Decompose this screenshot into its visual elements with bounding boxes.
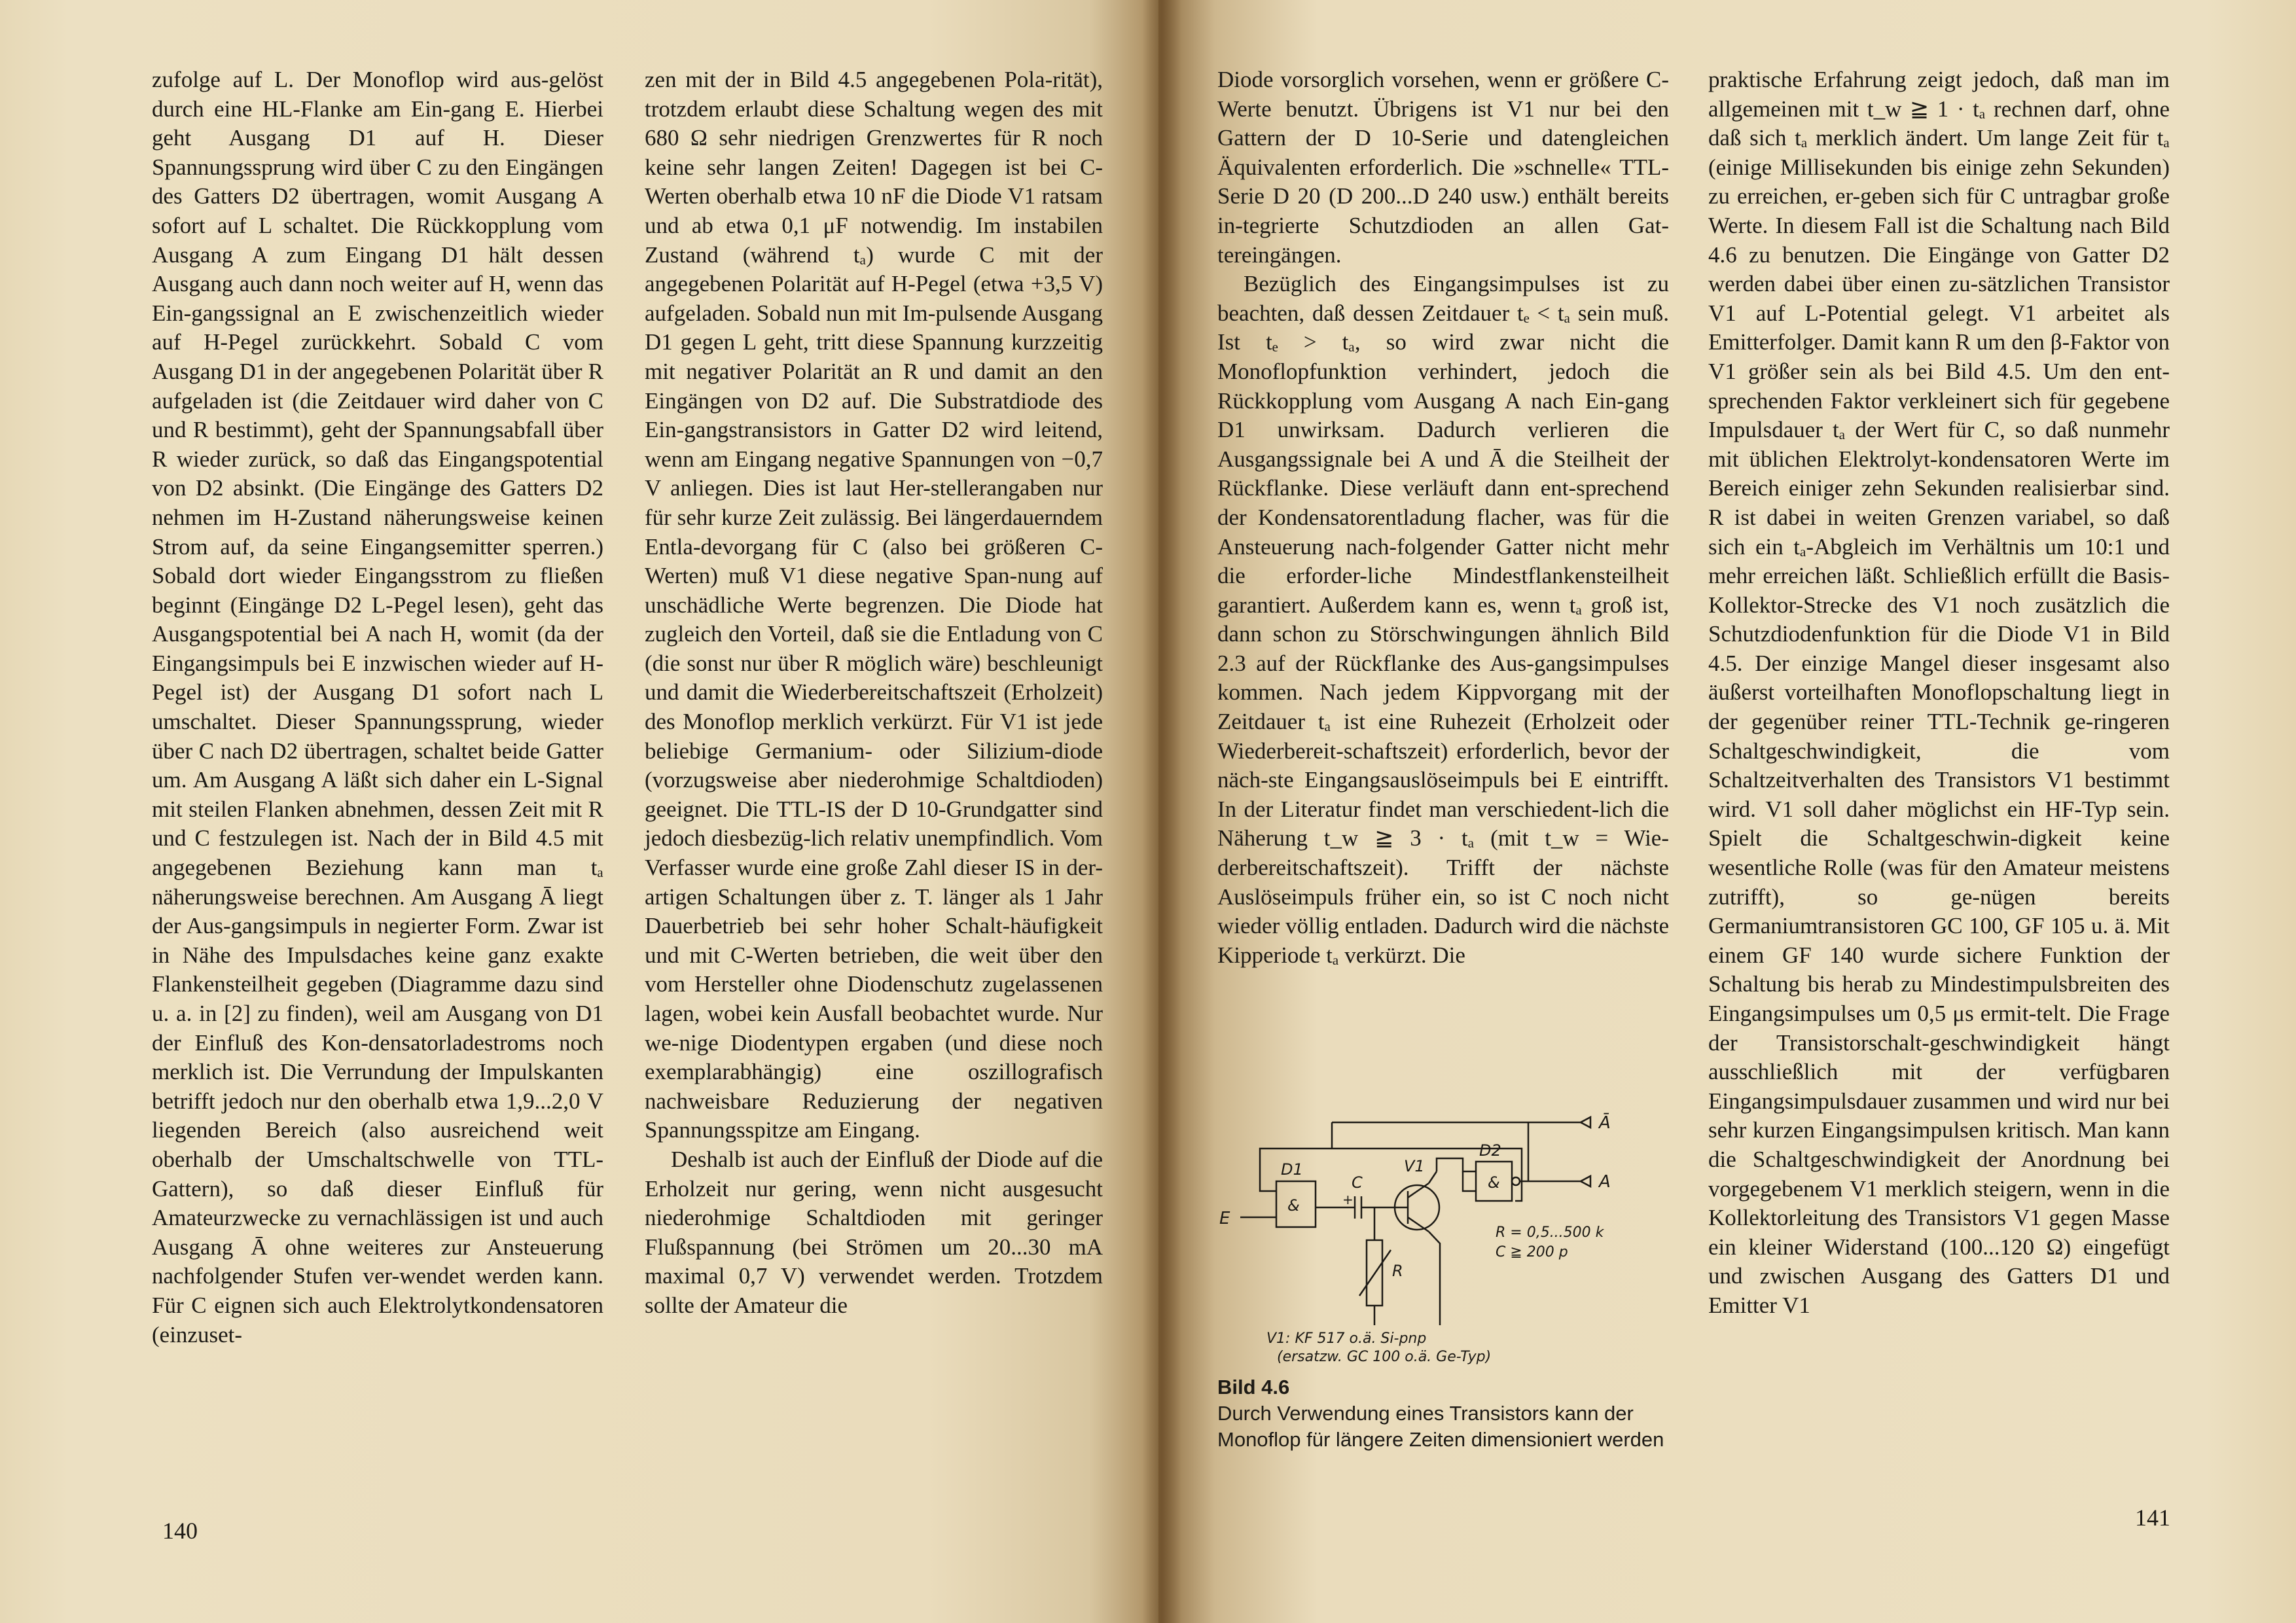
page-number-right: 141	[2135, 1505, 2170, 1531]
paragraph: Deshalb ist auch der Einfluß der Diode auf die Erholzeit nur gering, wenn nicht ausgesucht niederohmige Schaltdioden mit geringer Flußspannung (bei Strömen um 20...30 mA maximal 0,7 V) verwendet werden. Trotzdem sollte der Amateur die	[645, 1146, 1103, 1318]
gate-d1-symbol: &	[1287, 1196, 1300, 1215]
label-a: A	[1599, 1172, 1611, 1192]
output-arrow-a	[1581, 1176, 1590, 1186]
wire-collector-ground	[1429, 1232, 1440, 1325]
spec-c: C ≧ 200 p	[1496, 1244, 1568, 1260]
caption-text: Durch Verwendung eines Transistors kann der Monoflop für längere Zeiten dimensioniert werden	[1217, 1402, 1664, 1451]
label-a-bar: Ā	[1599, 1113, 1611, 1133]
label-plus: +	[1342, 1192, 1354, 1207]
wire-emitter	[1429, 1171, 1437, 1183]
note-substitute: (ersatzw. GC 100 o.ä. Ge-Typ)	[1277, 1349, 1492, 1365]
page-number-left: 140	[162, 1518, 198, 1544]
output-arrow-a-bar	[1581, 1117, 1590, 1128]
resistor-adjust-arrow	[1359, 1250, 1391, 1296]
paragraph: zufolge auf L. Der Monoflop wird aus-gelöst durch eine HL-Flanke am Ein-gang E. Hierbei geht Ausgang D1 auf H. Dieser Spannungssprung wird über C zu den Eingängen des Gatters D2 übertragen, womit Ausgang A sofort auf L schaltet. Die Rückkopplung vom Ausgang A zum Eingang D1 hält dessen Ausgang auch dann noch weiter auf H, wenn das Ein-gangssignal an E zwischenzeitlich wieder auf H-Pegel zurückkehrt. Sobald C vom Ausgang D1 in der angegebenen Polarität über R aufgeladen ist (die Zeitdauer wird daher von C und R bestimmt), geht der Spannungsabfall über R wieder zurück, so daß das Eingangspotential von D2 absinkt. (Die Eingänge des Gatters D2 nehmen im H-Zustand näherungsweise keinen Strom auf, da seine Eingangsemitter sperren.) Sobald dort wieder Eingangsstrom zu fließen beginnt (Eingänge D2 L-Pegel lesen), geht das Ausgangspotential bei A nach H, womit (da der Eingangsimpuls bei E inzwischen wieder auf H-Pegel ist) der Ausgang D1 sofort nach L umschaltet. Dieser Spannungssprung, wieder über C nach D2 übertragen, schaltet beide Gatter um. Am Ausgang A läßt sich daher ein L-Signal mit steilen Flanken abnehmen, dessen Zeit mit R und C festzulegen ist. Nach der in Bild 4.5 mit angegebenen Beziehung kann man tₐ näherungsweise berechnen. Am Ausgang Ā liegt der Aus-gangsimpuls in negierter Form. Zwar ist in Nähe des Impulsdaches keine ganz exakte Flankensteilheit gegeben (Diagramme dazu sind u. a. in [2] zu finden), weil am Ausgang von D1 der Einfluß des Kon-densatorladestroms noch merklich ist. Die Verrundung der Impulskanten betrifft jedoch nur den oberhalb etwa 1,9...2,0 V liegenden Bereich (also ausreichend weit oberhalb der Umschaltschwelle von TTL-Gattern), so daß dieser Einfluß für Amateurzwecke zu vernachlässigen ist und auch Ausgang Ā ohne weiteres zur Ansteuerung nachfolgender Stufen ver-wendet werden kann. Für C eignen sich auch Elektrolytkondensatoren (einzuset-	[152, 67, 603, 1347]
paragraph: Diode vorsorglich vorsehen, wenn er größere C-Werte benutzt. Übrigens ist V1 nur bei den Gattern der D 10-Serie und datengleichen Äquivalenten erforderlich. Die »schnelle« TTL-Serie D 20 (D 200...D 240 usw.) enthält bereits in-tegrierte Schutzdioden an allen Gat-tereingängen.	[1217, 67, 1669, 268]
spec-r: R = 0,5...500 k	[1496, 1224, 1604, 1241]
left-column-1	[152, 65, 603, 1349]
label-d1: D1	[1281, 1160, 1303, 1179]
left-column-2	[645, 65, 1103, 1321]
book-gutter	[1142, 0, 1181, 1623]
wire-d2-inputs	[1463, 1171, 1476, 1191]
paragraph: Bezüglich des Eingangsimpulses ist zu beachten, daß dessen Zeitdauer tₑ < tₐ sein muß. Ist tₑ > tₐ, so wird zwar nicht die Monoflopfunktion verhindert, jedoch die Rückkopplung vom Ausgang A nach Ein-gang D1 unwirksam. Dadurch verlieren die Ausgangssignale bei A und Ā die Steilheit der Rückflanke. Diese verläuft dann ent-sprechend der Kondensatorentladung flacher, was für die Ansteuerung nach-folgender Gatter nicht mehr die erforder-liche Mindestflankensteilheit garantiert. Außerdem kann es, wenn tₐ groß ist, dann schon zu Störschwingungen ähnlich Bild 2.3 auf der Rückflanke des Aus-gangsimpulses kommen. Nach jedem Kippvorgang mit der Zeitdauer tₐ ist eine Ruhezeit (Erholzeit oder Wiederbereit-schaftszeit) erforderlich, bevor der näch-ste Eingangsauslöseimpuls bei E eintrifft. In der Literatur findet man verschiedent-lich die Näherung t_w ≧ 3 · tₐ (mit t_w = Wie-derbereitschaftszeit). Trifft der nächste Auslöseimpuls früher ein, so ist C noch nicht wieder völlig entladen. Dadurch wird die nächste Kipperiode tₐ verkürzt. Die	[1217, 271, 1669, 968]
label-v1: V1	[1404, 1157, 1425, 1175]
label-r: R	[1392, 1262, 1403, 1280]
label-c: C	[1352, 1173, 1363, 1192]
label-e: E	[1219, 1209, 1230, 1228]
gate-d2-symbol: &	[1488, 1173, 1500, 1192]
gate-d2-inverter	[1512, 1177, 1520, 1185]
circuit-schematic	[1214, 1099, 1672, 1387]
caption-label: Bild 4.6	[1217, 1376, 1290, 1399]
label-d2: D2	[1479, 1141, 1501, 1160]
paragraph: zen mit der in Bild 4.5 angegebenen Pola-rität), trotzdem erlaubt diese Schaltung wegen des mit 680 Ω sehr niedrigen Grenzwertes für R noch keine sehr langen Zeiten! Dagegen ist bei C-Werten oberhalb etwa 10 nF die Diode V1 ratsam und ab etwa 0,1 μF notwendig. Im instabilen Zustand (während tₐ) wurde C mit der angegebenen Polarität auf H-Pegel (etwa +3,5 V) aufgeladen. Sobald nun mit Im-pulsende Ausgang D1 gegen L geht, tritt diese Spannung kurzzeitig mit negativer Polarität an R und damit an den Eingängen von D2 auf. Die Substratdiode des Ein-gangstransistors in Gatter D2 wird leitend, wenn am Eingang negative Spannungen von −0,7 V anliegen. Dies ist laut Her-stellerangaben nur für sehr kurze Zeit zulässig. Bei längerdauerndem Entla-devorgang für C (also bei größeren C-Werten) muß V1 diese negative Span-nung auf unschädliche Werte begrenzen. Die Diode hat zugleich den Vorteil, daß sie die Entladung von C (die sonst nur über R möglich wäre) beschleunigt und damit die Wiederbereitschaftszeit (Erholzeit) des Monoflop merklich verkürzt. Für V1 ist jede beliebige Germanium- oder Silizium-diode (vorzugsweise aber niederohmige Schaltdioden) geeignet. Die TTL-IS der D 10-Grundgatter sind jedoch diesbezüg-lich relativ unempfindlich. Vom Verfasser wurde eine große Zahl dieser IS in der-artigen Schaltungen über z. T. länger als 1 Jahr Dauerbetrieb bei sehr hoher Schalt-häufigkeit und mit C-Werten betrieben, die weit über den vom Hersteller ohne Diodenschutz zugelassenen lagen, wobei kein Ausfall beobachtet wurde. Nur we-nige Diodentypen ergaben (und diese noch exemplarabhängig) eine oszillografisch nachweisbare Reduzierung der negativen Spannungsspitze am Eingang.	[645, 67, 1103, 1143]
circuit-diagram	[1214, 1099, 1672, 1387]
note-transistor: V1: KF 517 o.ä. Si-pnp	[1266, 1330, 1427, 1347]
wire-emitter-d2	[1437, 1158, 1476, 1171]
figure-caption	[1217, 1374, 1676, 1453]
paragraph: praktische Erfahrung zeigt jedoch, daß man im allgemeinen mit t_w ≧ 1 · tₐ rechnen darf, ohne daß sich tₐ merklich ändert. Um lange Zeit für tₐ (einige Millisekunden bis einige zehn Sekunden) zu erreichen, er-geben sich für C untragbar große Werte. In diesem Fall ist die Schaltung nach Bild 4.6 zu benutzen. Die Eingänge von Gatter D2 werden dabei über einen zu-sätzlichen Transistor V1 auf L-Potential gelegt. V1 arbeitet als Emitterfolger. Damit kann R um den β-Faktor von V1 größer sein als bei Bild 4.5. Um den ent-sprechenden Faktor verkleinert sich für gegebene Impulsdauer tₐ der Wert für C, so daß nunmehr mit üblichen Elektrolyt-kondensatoren Werte im Bereich einiger zehn Sekunden realisierbar sind. R ist dabei in weiten Grenzen variabel, so daß sich ein tₐ-Abgleich im Verhältnis um 10:1 und mehr erreichen läßt. Schließlich erfüllt die Basis-Kollektor-Strecke des V1 noch zusätzlich die Schutzdiodenfunktion für die Diode V1 in Bild 4.5. Der einzige Mangel dieser insgesamt also äußerst vorteilhaften Monoflopschaltung liegt in der gegenüber reiner TTL-Technik ge-ringeren Schaltgeschwindigkeit, die vom Schaltzeitverhalten des Transistors V1 bestimmt wird. V1 soll daher möglichst ein HF-Typ sein. Spielt die Schaltgeschwin-digkeit keine wesentliche Rolle (was für den Amateur meistens zutrifft), so ge-nügen bereits Germaniumtransistoren GC 100, GF 105 u. ä. Mit einem GF 140 wurde sichere Funktion der Schaltung bis herab zu Mindestimpulsbreiten des Eingangsimpulses um 0,5 μs ermit-telt. Die Frage der Transistorschalt-geschwindigkeit hängt ausschließlich mit der verfügbaren Eingangsimpulsdauer zusammen und wird nur bei sehr kurzen Eingangsimpulsen kritisch. Man kann die Schaltgeschwindigkeit der Anordnung bei vorgegebenem V1 merklich steigern, wenn in die Kollektorleitung des Transistors V1 gegen Masse ein kleiner Widerstand (100...120 Ω) eingefügt und zwischen Ausgang des Gatters D1 und Emitter V1	[1708, 67, 2170, 1318]
right-column-1	[1217, 65, 1669, 970]
right-column-2	[1708, 65, 2170, 1321]
